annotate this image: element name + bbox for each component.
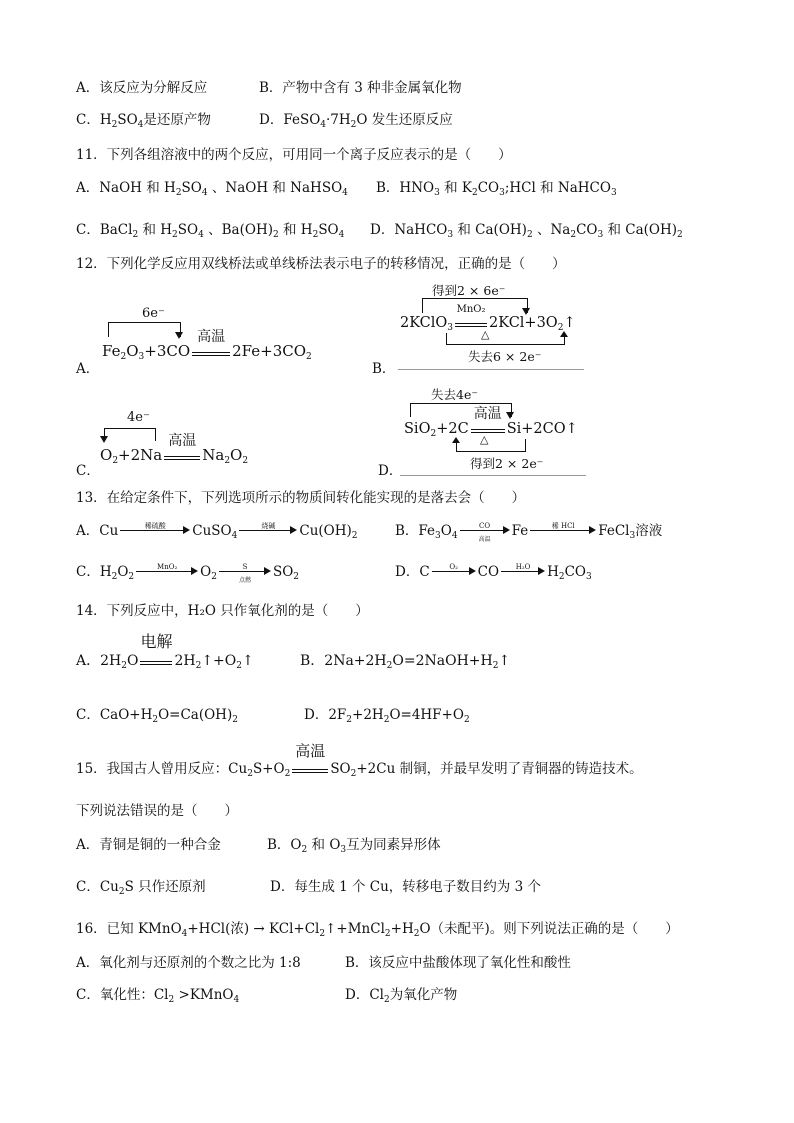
q12-d-bottom-arrowhead	[452, 437, 460, 443]
q14-option-d: D．$2F_2+2H_2O=4HF+O_2$	[304, 707, 470, 725]
q12-b-arrowhead	[522, 308, 530, 315]
q13-option-d: D．C O₂ CO H₂O $H_2CO_3$	[395, 563, 592, 582]
q15-stem: 15．我国古人曾用反应：$Cu_2S+O_2$ 高温 $SO_2+2Cu$ 制铜，并最早发明了青铜器的铸造技术。	[76, 742, 643, 779]
q11-option-a: A．NaOH 和 $H_2SO_4$ 、NaOH 和 NaHSO$_4$	[76, 180, 348, 198]
q12-a-arrowhead	[175, 332, 183, 339]
q16-option-b: B．该反应中盐酸体现了氧化性和酸性	[345, 955, 571, 971]
q12-d-gain: 得到2 × 2e⁻	[470, 456, 544, 471]
q16-option-c: C．氧化性：$Cl_2$ >KMnO$_4$	[76, 987, 240, 1005]
q13-stem: 13．在给定条件下，下列选项所示的物质间转化能实现的是落去会（ ）	[76, 490, 526, 506]
q14-option-a: A．$2H_2O$ 电解 $2H_2↑+O_2↑$	[76, 632, 254, 671]
q15-option-a: A．青铜是铜的一种合金	[76, 837, 221, 853]
q15-option-d: D．每生成 1 个 Cu，转移电子数目约为 3 个	[270, 879, 541, 895]
q15-option-b: B．$O_2$ 和 $O_3$互为同素异形体	[267, 837, 441, 855]
q10-option-d: D．$FeSO_4\cdot 7H_2O$ 发生还原反应	[259, 112, 453, 130]
q12-d-loss: 失去4e⁻	[431, 387, 478, 402]
q12-d-diagram	[400, 385, 586, 476]
q16-option-d: D．$Cl_2$为氧化产物	[345, 987, 458, 1005]
q12-c-electrons: 4e⁻	[127, 410, 150, 425]
q12-option-b-label: B．	[372, 361, 396, 377]
q14-option-b: B．$2Na+2H_2O=2NaOH+H_2↑$	[300, 653, 511, 671]
q13-option-a: A．Cu 稀硫酸 CuSO$_4$ 烧碱 $Cu(OH)_2$	[76, 522, 358, 541]
q12-a-bridge	[108, 322, 181, 337]
q12-d-heat: △	[480, 433, 489, 446]
q11-option-d: D．NaHCO$_3$ 和 $Ca(OH)_2$ 、$Na_2CO_3$ 和 $Ca(OH)_2$	[370, 222, 683, 240]
q12-option-d-label: D．	[378, 463, 403, 479]
q12-b-bottom-bridge	[446, 333, 565, 345]
q12-stem: 12．下列化学反应用双线桥法或单线桥法表示电子的转移情况，正确的是（ ）	[76, 256, 566, 272]
q10-option-a: A．该反应为分解反应	[76, 80, 208, 96]
q12-c-equation: $O_2+2Na$ 高温 $Na_2O_2$	[100, 433, 249, 466]
q12-c-diagram	[100, 410, 260, 476]
q16-option-a: A．氧化剂与还原剂的个数之比为 1:8	[76, 955, 301, 971]
q12-d-equation: SiO$_2$+2C 高温 Si+2CO↑	[404, 406, 578, 439]
q14-option-c: C．$CaO+H_2O=Ca(OH)_2$	[76, 707, 238, 725]
q14-stem: 14．下列反应中，H₂O 只作氧化剂的是（ ）	[76, 603, 369, 619]
q12-b-bottom-arrowhead	[560, 331, 568, 337]
q13-option-c: C．$H_2O_2$ MnO₂ $O_2$ S 点燃 $SO_2$	[76, 563, 300, 584]
q12-a-equation: $Fe_2O_3+3CO$ 高温 $2Fe+3CO_2$	[102, 329, 312, 362]
q12-a-diagram	[102, 306, 334, 372]
q12-c-bridge	[104, 428, 156, 441]
q12-d-arrowhead	[506, 412, 514, 419]
q12-d-bottom-bridge	[456, 439, 526, 452]
q16-stem: 16．已知 KMnO$_4$+HCl(浓) → $KCl+Cl_2↑+MnCl_2+H_2O$（未配平)。则下列说法正确的是（ ）	[76, 921, 679, 939]
q11-stem: 11．下列各组溶液中的两个反应，可用同一个离子反应表示的是（ ）	[76, 147, 512, 163]
q12-c-arrowhead	[100, 436, 108, 443]
q15-option-c: C．$Cu_2S$ 只作还原剂	[76, 879, 206, 897]
q15-substem: 下列说法错误的是（ ）	[76, 803, 238, 819]
q12-a-electrons: 6e⁻	[142, 306, 165, 321]
q11-option-b: B．$HNO_3$ 和 $K_2CO_3;HCl$ 和 NaHCO$_3$	[376, 180, 617, 198]
q11-option-c: C．BaCl$_2$ 和 $H_2SO_4$ 、$Ba(OH)_2$ 和 $H_2SO_4$	[76, 222, 345, 240]
q12-option-c-label: C．	[76, 463, 100, 479]
q10-option-c: C．$H_2SO_4$是还原产物	[76, 112, 211, 130]
q10-option-b: B．产物中含有 3 种非金属氧化物	[259, 80, 462, 96]
q12-option-a-label: A．	[76, 361, 100, 377]
q12-b-loss: 失去6 × 2e⁻	[468, 349, 542, 364]
q13-option-b: B．$Fe_3O_4$ CO 高温 Fe 稀 HCl FeCl$_3$溶液	[395, 522, 663, 543]
q12-b-gain: 得到2 × 6e⁻	[432, 283, 506, 298]
q12-b-diagram	[398, 281, 584, 370]
q12-b-heat: △	[481, 328, 490, 341]
q12-b-equation: 2KClO$_3$ MnO₂ $2KCl+3O_2↑$	[400, 304, 576, 333]
